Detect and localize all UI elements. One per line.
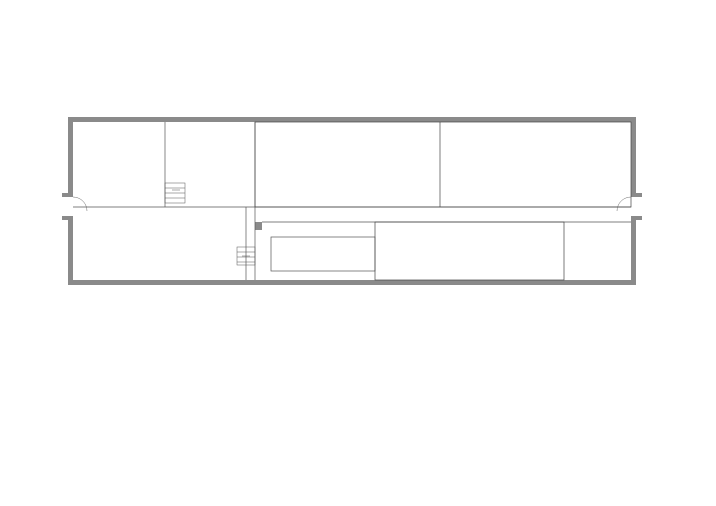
building-outline [62, 117, 642, 285]
stair-upper [165, 183, 185, 203]
footer-credit-line [20, 488, 26, 500]
roof-outline [255, 122, 631, 280]
interior-lines [73, 122, 631, 280]
door-swings [73, 197, 631, 211]
